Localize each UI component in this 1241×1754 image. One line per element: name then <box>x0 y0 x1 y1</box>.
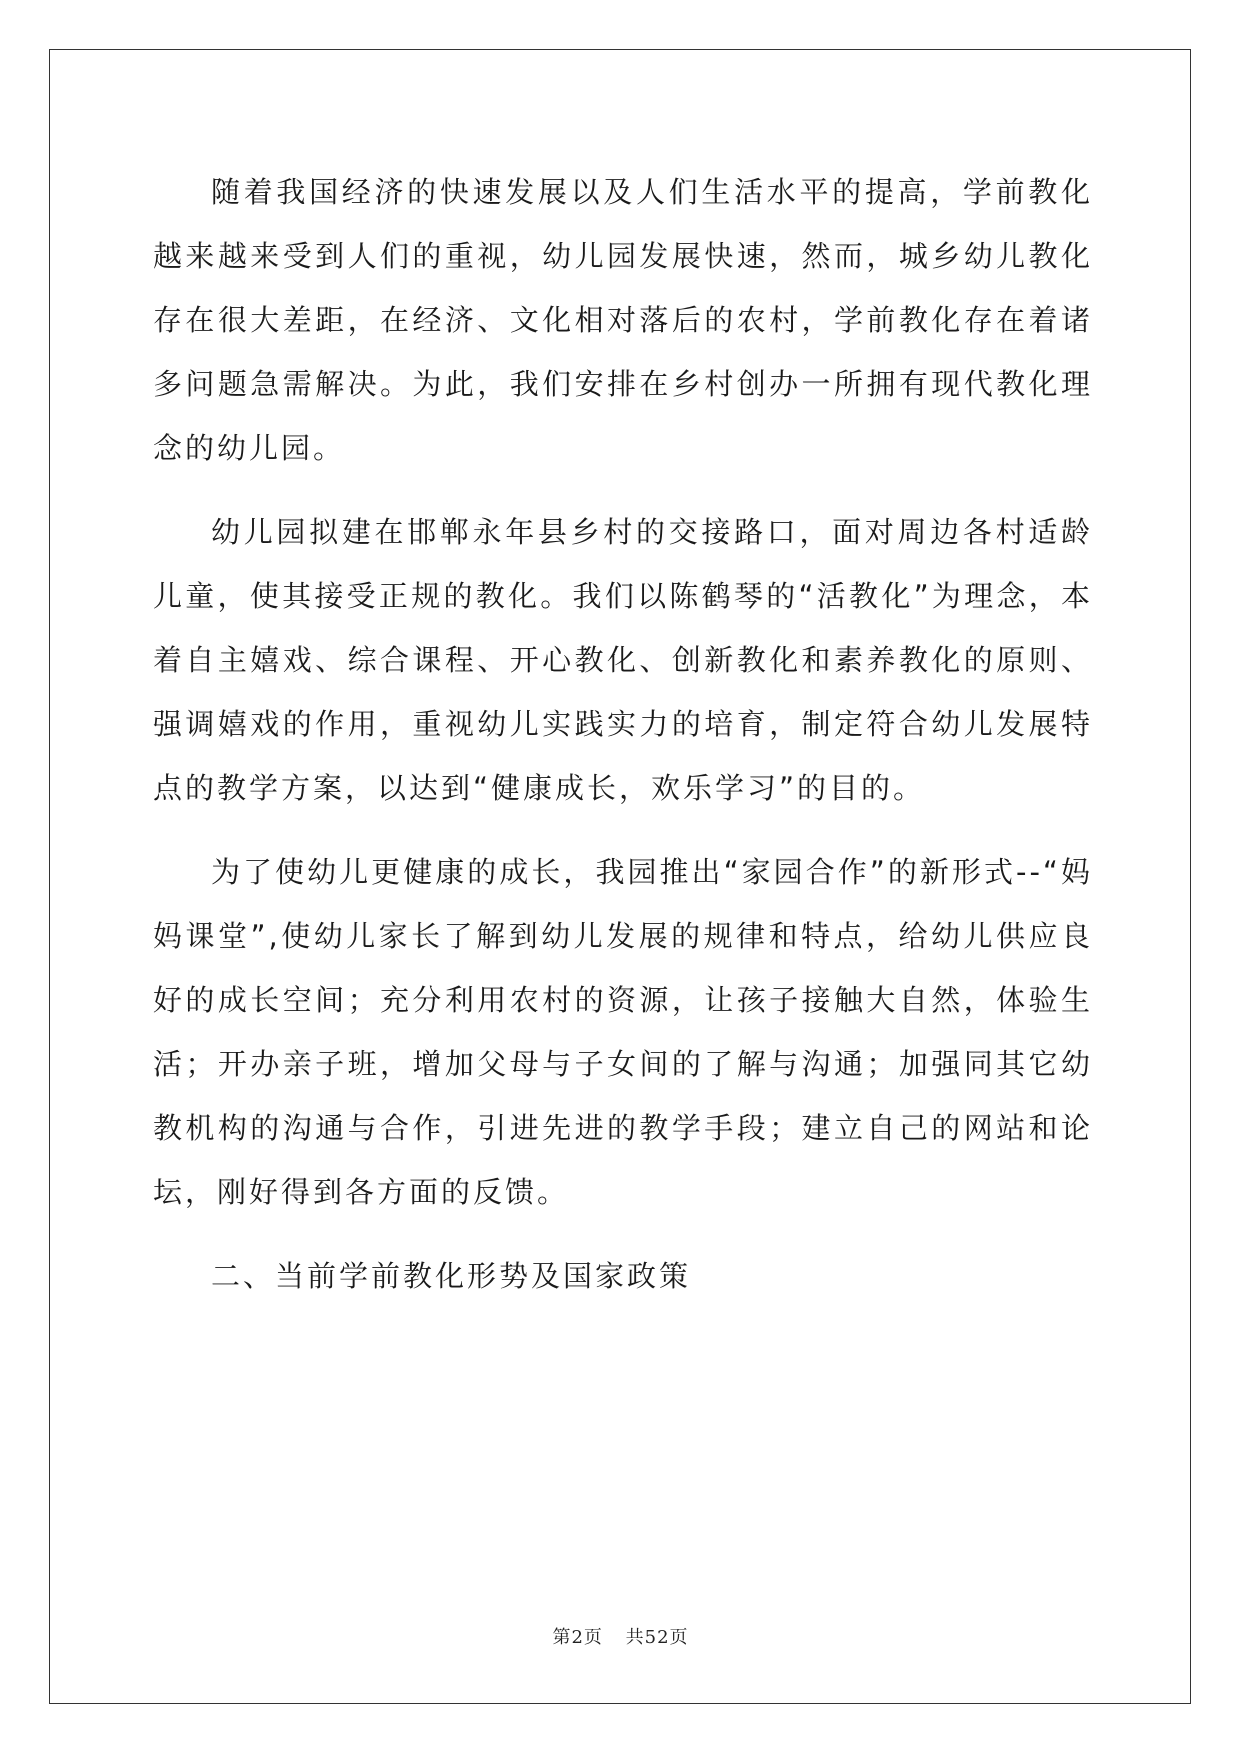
paragraph-1: 随着我国经济的快速发展以及人们生活水平的提高，学前教化越来越来受到人们的重视，幼儿园发展快速，然而，城乡幼儿教化存在很大差距，在经济、文化相对落后的农村，学前教化存在着诸多问题急需解决。为此，我们安排在乡村创办一所拥有现代教化理念的幼儿园。 <box>153 175 1093 465</box>
paragraph-2: 幼儿园拟建在邯郸永年县乡村的交接路口，面对周边各村适龄儿童，使其接受正规的教化。我们以陈鹤琴的“活教化”为理念，本着自主嬉戏、综合课程、开心教化、创新教化和素养教化的原则、强调嬉戏的作用，重视幼儿实践实力的培育，制定符合幼儿发展特点的教学方案，以达到“健康成长，欢乐学习”的目的。 <box>153 515 1093 805</box>
total-pages: 共52页 <box>625 1627 689 1648</box>
paragraph-3: 为了使幼儿更健康的成长，我园推出“家园合作”的新形式--“妈妈课堂”,使幼儿家长了解到幼儿发展的规律和特点，给幼儿供应良好的成长空间；充分利用农村的资源，让孩子接触大自然，体验生活；开办亲子班，增加父母与子女间的了解与沟通；加强同其它幼教机构的沟通与合作，引进先进的教学手段；建立自己的网站和论坛，刚好得到各方面的反馈。 <box>153 855 1093 1209</box>
section-heading: 二、当前学前教化形势及国家政策 <box>211 1259 692 1293</box>
page-footer <box>0 1623 1241 1649</box>
document-body <box>153 160 1093 1308</box>
current-page-number: 第2页 <box>552 1627 603 1648</box>
